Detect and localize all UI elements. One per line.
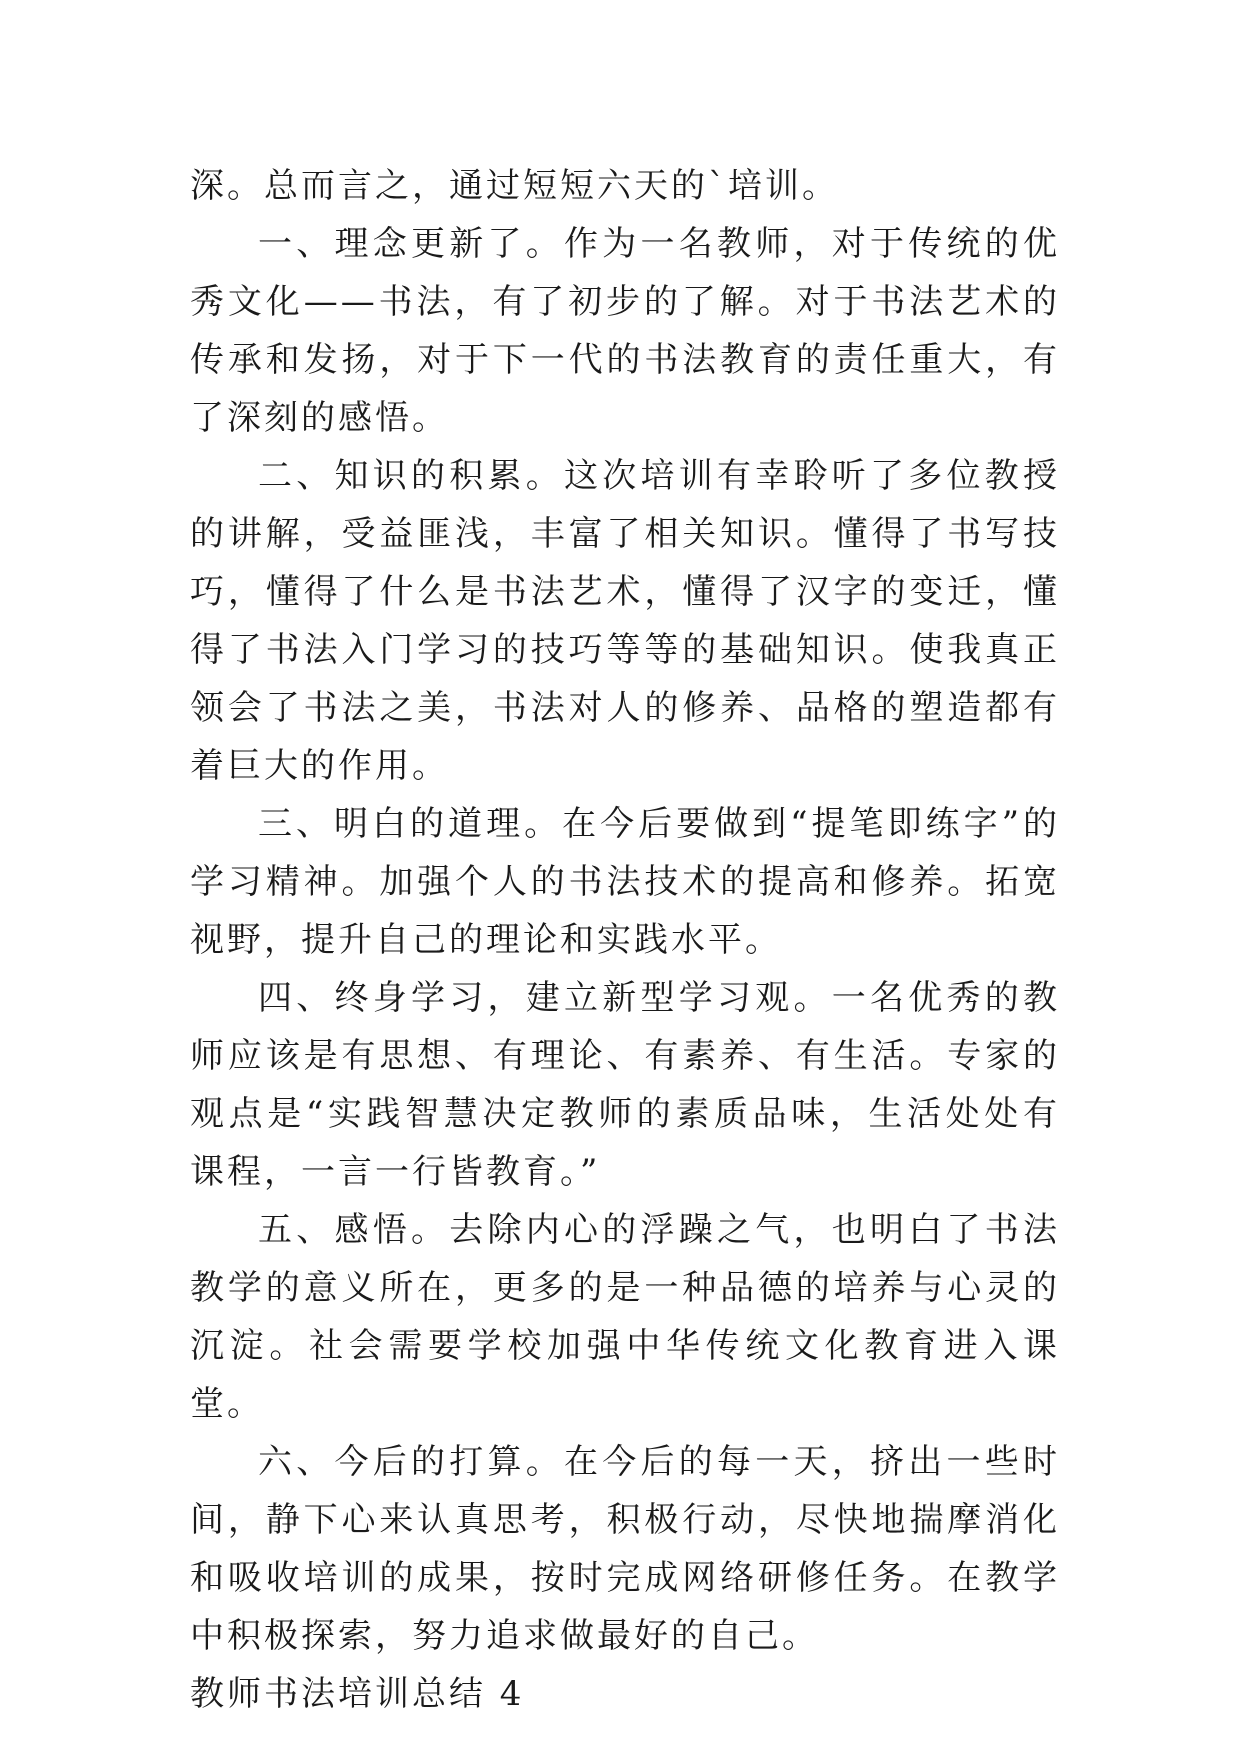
section-heading: 教师书法培训总结 4 <box>190 1674 525 1714</box>
paragraph-point-2: 二、知识的积累。这次培训有幸聆听了多位教授的讲解，受益匪浅，丰富了相关知识。懂得了书写技巧，懂得了什么是书法艺术，懂得了汉字的变迁，懂得了书法入门学习的技巧等等的基础知识。使我真正领会了书法之美，书法对人的修养、品格的塑造都有着巨大的作用。 <box>190 456 1060 786</box>
paragraph-point-3: 三、明白的道理。在今后要做到“提笔即练字”的学习精神。加强个人的书法技术的提高和修养。拓宽视野，提升自己的理论和实践水平。 <box>190 804 1060 960</box>
document-body <box>190 157 1060 1723</box>
paragraph-point-4: 四、终身学习，建立新型学习观。一名优秀的教师应该是有思想、有理论、有素养、有生活。专家的观点是“实践智慧决定教师的素质品味，生活处处有课程，一言一行皆教育。” <box>190 978 1060 1192</box>
paragraph-continuation: 深。总而言之，通过短短六天的`培训。 <box>190 166 839 206</box>
paragraph-point-6: 六、今后的打算。在今后的每一天，挤出一些时间，静下心来认真思考，积极行动，尽快地揣摩消化和吸收培训的成果，按时完成网络研修任务。在教学中积极探索，努力追求做最好的自己。 <box>190 1442 1060 1656</box>
paragraph-point-5: 五、感悟。去除内心的浮躁之气，也明白了书法教学的意义所在，更多的是一种品德的培养与心灵的沉淀。社会需要学校加强中华传统文化教育进入课堂。 <box>190 1210 1060 1424</box>
paragraph-point-1: 一、理念更新了。作为一名教师，对于传统的优秀文化——书法，有了初步的了解。对于书法艺术的传承和发扬，对于下一代的书法教育的责任重大，有了深刻的感悟。 <box>190 224 1060 438</box>
